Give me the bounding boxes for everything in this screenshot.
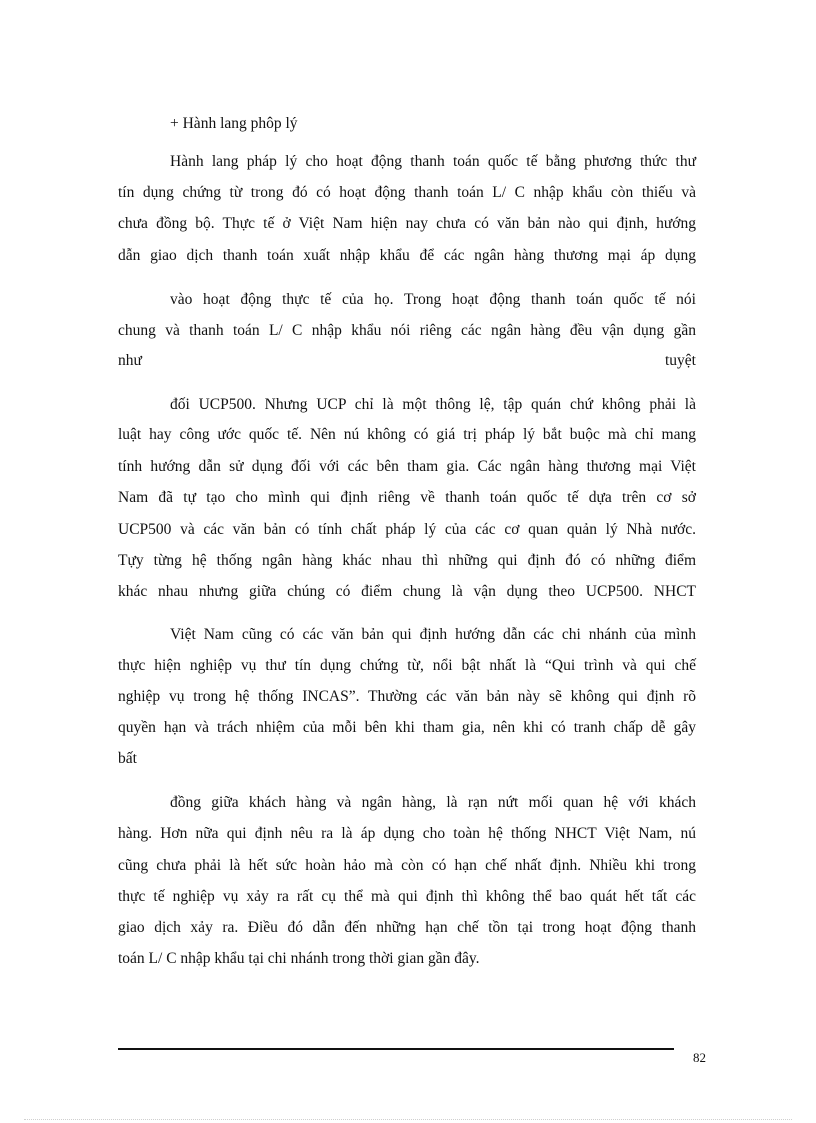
paragraph-line: chưa đồng bộ. Thực tế ở Việt Nam hiện nay chưa có văn bản nào qui định, hướng bbox=[118, 215, 696, 232]
paragraph-line: đồng giữa khách hàng và ngân hàng, là rạn nứt mối quan hệ với khách bbox=[170, 794, 696, 811]
paragraph-line: giao dịch xảy ra. Điều đó dẫn đến những hạn chế tồn tại trong hoạt động thanh bbox=[118, 919, 696, 936]
paragraph-line: thực hiện nghiệp vụ thư tín dụng chứng từ, nổi bật nhất là “Qui trình và qui chế bbox=[118, 657, 696, 674]
section-heading: + Hành lang phôp lý bbox=[170, 115, 298, 132]
paragraph-line: Nam đã tự tạo cho mình qui định riêng về thanh toán quốc tế dựa trên cơ sở bbox=[118, 489, 696, 506]
page-edge-divider bbox=[24, 1119, 792, 1120]
paragraph-line: Việt Nam cũng có các văn bản qui định hướng dẫn các chi nhánh của mình bbox=[170, 626, 696, 643]
page-number: 82 bbox=[693, 1050, 706, 1065]
paragraph-line: như tuyệt bbox=[118, 352, 696, 369]
paragraph-line: vào hoạt động thực tế của họ. Trong hoạt động thanh toán quốc tế nói bbox=[170, 291, 696, 308]
paragraph-line: đối UCP500. Nhưng UCP chỉ là một thông lệ, tập quán chứ không phải là bbox=[170, 396, 696, 413]
paragraph-line: Hành lang pháp lý cho hoạt động thanh toán quốc tế bằng phương thức thư bbox=[170, 153, 696, 170]
paragraph-line: tín dụng chứng từ trong đó có hoạt động thanh toán L/ C nhập khẩu còn thiếu và bbox=[118, 184, 696, 201]
paragraph-line: cũng chưa phải là hết sức hoàn hảo mà còn có hạn chế nhất định. Nhiều khi trong bbox=[118, 857, 696, 874]
paragraph-line: dẫn giao dịch thanh toán xuất nhập khẩu để các ngân hàng thương mại áp dụng bbox=[118, 247, 696, 264]
paragraph-line: thực tế nghiệp vụ xảy ra rất cụ thể mà qui định thì không thể bao quát hết tất các bbox=[118, 888, 696, 905]
paragraph-line: bất bbox=[118, 750, 137, 767]
paragraph-line: nghiệp vụ trong hệ thống INCAS”. Thường các văn bản này sẽ không qui định rõ bbox=[118, 688, 696, 705]
footer-rule bbox=[118, 1048, 674, 1050]
paragraph-line: hàng. Hơn nữa qui định nêu ra là áp dụng cho toàn hệ thống NHCT Việt Nam, nú bbox=[118, 825, 696, 842]
paragraph-line: khác nhau nhưng giữa chúng có điểm chung là vận dụng theo UCP500. NHCT bbox=[118, 583, 696, 600]
paragraph-line: tính hướng dẫn sử dụng đối với các bên tham gia. Các ngân hàng thương mại Việt bbox=[118, 458, 696, 475]
paragraph-line: toán L/ C nhập khẩu tại chi nhánh trong thời gian gần đây. bbox=[118, 950, 480, 967]
paragraph-line: luật hay công ước quốc tế. Nên nú không có giá trị pháp lý bắt buộc mà chỉ mang bbox=[118, 426, 696, 443]
paragraph-line: quyền hạn và trách nhiệm của mỗi bên khi tham gia, nên khi có tranh chấp dễ gây bbox=[118, 719, 696, 736]
paragraph-line: UCP500 và các văn bản có tính chất pháp lý của các cơ quan quản lý Nhà nước. bbox=[118, 521, 696, 538]
paragraph-line: chung và thanh toán L/ C nhập khẩu nói riêng các ngân hàng đều vận dụng gần bbox=[118, 322, 696, 339]
paragraph-line: Tựy từng hệ thống ngân hàng khác nhau thì những qui định đó có những điểm bbox=[118, 552, 696, 569]
